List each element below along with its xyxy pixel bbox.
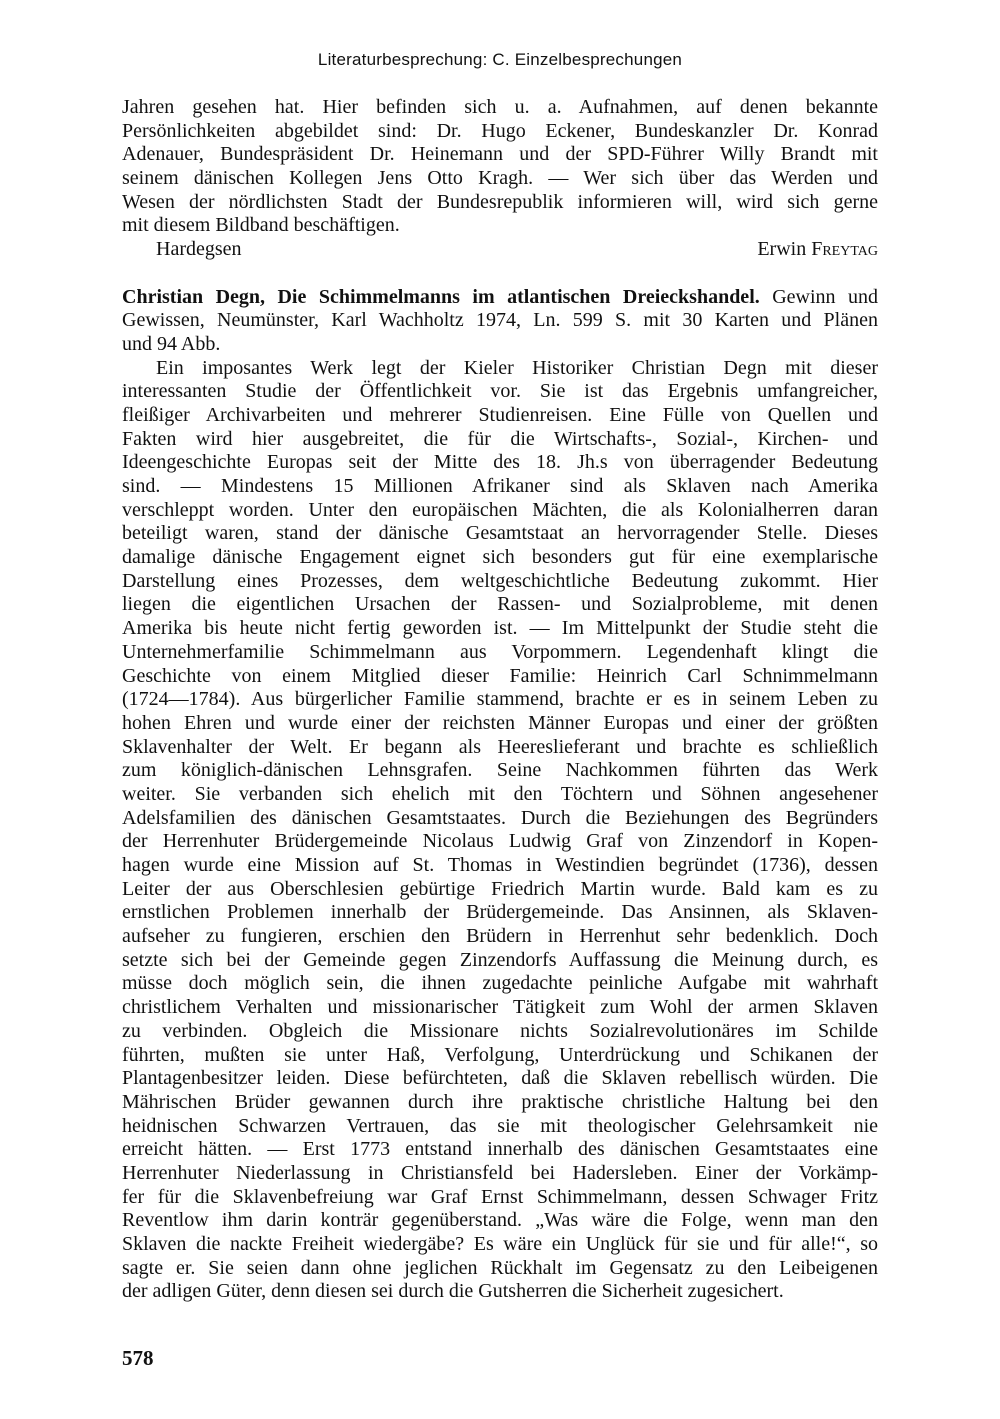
text-line: heidnischen Schwarzen Vertrauen, das sie mit theologischer Gelehrsamkeit nie: [122, 1114, 878, 1137]
text-line: Gewissen, Neumünster, Karl Wachholtz 1974, Ln. 599 S. mit 30 Karten und Plänen: [122, 309, 878, 332]
text-line: Adenauer, Bundespräsident Dr. Heinemann und der SPD-Führer Willy Brandt mit: [122, 143, 878, 166]
text-line: Geschichte von einem Mitglied dieser Familie: Heinrich Carl Schnimmelmann: [122, 664, 878, 687]
review-1: [122, 96, 878, 262]
text-line: Leiter der aus Oberschlesien gebürtige Friedrich Martin wurde. Bald kam es zu: [122, 877, 878, 900]
page-number: 578: [122, 1346, 154, 1370]
text-line: weiter. Sie verbanden sich ehelich mit den Töchtern und Söhnen angesehener: [122, 782, 878, 805]
text-line: setzte sich bei der Gemeinde gegen Zinzendorfs Auffassung die Meinung durch, es: [122, 948, 878, 971]
text-line: verschleppt worden. Unter den europäischen Mächten, die als Kolonialherren daran: [122, 498, 878, 521]
text-line: fer für die Sklavenbefreiung war Graf Ernst Schimmelmann, dessen Schwager Fritz: [122, 1185, 878, 1208]
page-text: [122, 96, 878, 1304]
text-line: Herrenhuter Niederlassung in Christiansfeld bei Hadersleben. Einer der Vorkämp-: [122, 1161, 878, 1184]
review-2-heading-line: [122, 286, 878, 310]
text-line: aufseher zu fungieren, erschien den Brüdern in Herrenhut sehr bedenklich. Doch: [122, 925, 878, 948]
text-line: der adligen Güter, denn diesen sei durch die Gutsherren die Sicherheit zugesichert.: [122, 1280, 784, 1303]
text-line: Reventlow ihm darin konträr gegenüberstand. „Was wäre die Folge, wenn man den: [122, 1209, 878, 1232]
text-line: interessanten Studie der Öffentlichkeit vor. Sie ist das Ergebnis umfangreicher,: [122, 380, 878, 403]
text-line: Darstellung eines Prozesses, dem weltgeschichtliche Bedeutung zukommt. Hier: [122, 569, 878, 592]
text-line: seinem dänischen Kollegen Jens Otto Kragh. — Wer sich über das Werden und: [122, 167, 878, 190]
review-1-signature: [122, 238, 878, 262]
text-line: (1724—1784). Aus bürgerlicher Familie stammend, brachte er es in seinem Leben zu: [122, 688, 878, 711]
text-line: Amerika bis heute nicht fertig geworden ist. — Im Mittelpunkt der Studie steht die: [122, 617, 878, 640]
text-line: führten, mußten sie unter Haß, Verfolgung, Unterdrückung und Schikanen der: [122, 1043, 878, 1066]
reviewer-last-name: Freytag: [811, 238, 878, 261]
text-line: sagte er. Sie seien dann ohne jeglichen Rückhalt im Gegensatz zu den Leibeigenen: [122, 1256, 878, 1279]
review-2-body: [122, 357, 878, 1305]
text-line: sind. — Mindestens 15 Millionen Afrikaner sind als Sklaven nach Amerika: [122, 475, 878, 497]
text-line: und 94 Abb.: [122, 332, 221, 355]
text-line: Adelsfamilien des dänischen Gesamtstaates. Durch die Beziehungen des Begründers: [122, 806, 878, 829]
text-line: Unternehmerfamilie Schimmelmann aus Vorpommern. Legendenhaft klingt die: [122, 640, 878, 663]
text-line: hagen wurde eine Mission auf St. Thomas in Westindien begründet (1736), dessen: [122, 854, 878, 876]
text-line: Wesen der nördlichsten Stadt der Bundesrepublik informieren will, wird sich gerne: [122, 190, 878, 213]
text-line: zum königlich-dänischen Lehnsgrafen. Seine Nachkommen führten das Werk: [122, 759, 878, 782]
text-line: mit diesem Bildband beschäftigen.: [122, 214, 400, 237]
text-line: müsse doch möglich sein, die ihnen zugedachte peinliche Aufgabe mit wahrhaft: [122, 972, 878, 995]
text-line: Jahren gesehen hat. Hier befinden sich u. a. Aufnahmen, auf denen bekannte: [122, 96, 878, 118]
review-1-reviewer: [757, 238, 878, 262]
text-line: erreicht hätten. — Erst 1773 entstand innerhalb des dänischen Gesamtstaates eine: [122, 1138, 878, 1161]
review-2-heading-subtitle: Gewinn und: [759, 285, 878, 308]
section-gap: [122, 262, 878, 286]
review-1-place: Hardegsen: [156, 238, 242, 261]
text-line: Mährischen Brüder gewannen durch ihre praktische christliche Haltung bei den: [122, 1090, 878, 1113]
review-2: [122, 286, 878, 1305]
review-1-body: [122, 96, 878, 238]
review-2-heading-continued: [122, 309, 878, 356]
text-line: fleißiger Archivarbeiten und mehrerer Studienreisen. Eine Fülle von Quellen und: [122, 403, 878, 426]
text-line: damalige dänische Engagement eignet sich besonders gut für eine exemplarische: [122, 546, 878, 569]
text-line: Persönlichkeiten abgebildet sind: Dr. Hugo Eckener, Bundeskanzler Dr. Konrad: [122, 119, 878, 142]
text-line: liegen die eigentlichen Ursachen der Rassen- und Sozialprobleme, mit denen: [122, 593, 878, 616]
text-line: der Herrenhuter Brüdergemeinde Nicolaus Ludwig Graf von Zinzendorf in Kopen-: [122, 830, 878, 853]
reviewer-first-name: Erwin: [757, 238, 807, 261]
review-2-heading-title: Christian Degn, Die Schimmelmanns im atlantischen Dreieckshandel.: [122, 285, 760, 308]
text-line: Ideengeschichte Europas seit der Mitte des 18. Jh.s von überragender Bedeutung: [122, 451, 878, 474]
text-line: zu verbinden. Obgleich die Missionare nichts Sozialrevolutionäres im Schilde: [122, 1019, 878, 1042]
text-line: Sklaven die nackte Freiheit wiedergäbe? Es wäre ein Unglück für sie und für alle!“, so: [122, 1233, 878, 1255]
text-line: beteiligt waren, stand der dänische Gesamtstaat an hervorragender Stelle. Dieses: [122, 522, 878, 545]
text-line: christlichem Verhalten und missionarischer Tätigkeit zum Wohl der armen Sklaven: [122, 996, 878, 1019]
text-line: ernstlichen Problemen innerhalb der Brüdergemeinde. Das Ansinnen, als Sklaven-: [122, 901, 878, 924]
text-line: Sklavenhalter der Welt. Er begann als Heereslieferant und brachte es schließlich: [122, 735, 878, 758]
running-head: Literaturbesprechung: C. Einzelbesprechungen: [317, 50, 683, 69]
text-line: hohen Ehren und wurde einer der reichsten Männer Europas und einer der größten: [122, 711, 878, 734]
text-line: Ein imposantes Werk legt der Kieler Historiker Christian Degn mit dieser: [156, 356, 878, 379]
text-line: Plantagenbesitzer leiden. Diese befürchteten, daß die Sklaven rebellisch würden. Die: [122, 1067, 878, 1090]
text-line: Fakten wird hier ausgebreitet, die für die Wirtschafts-, Sozial-, Kirchen- und: [122, 427, 878, 450]
